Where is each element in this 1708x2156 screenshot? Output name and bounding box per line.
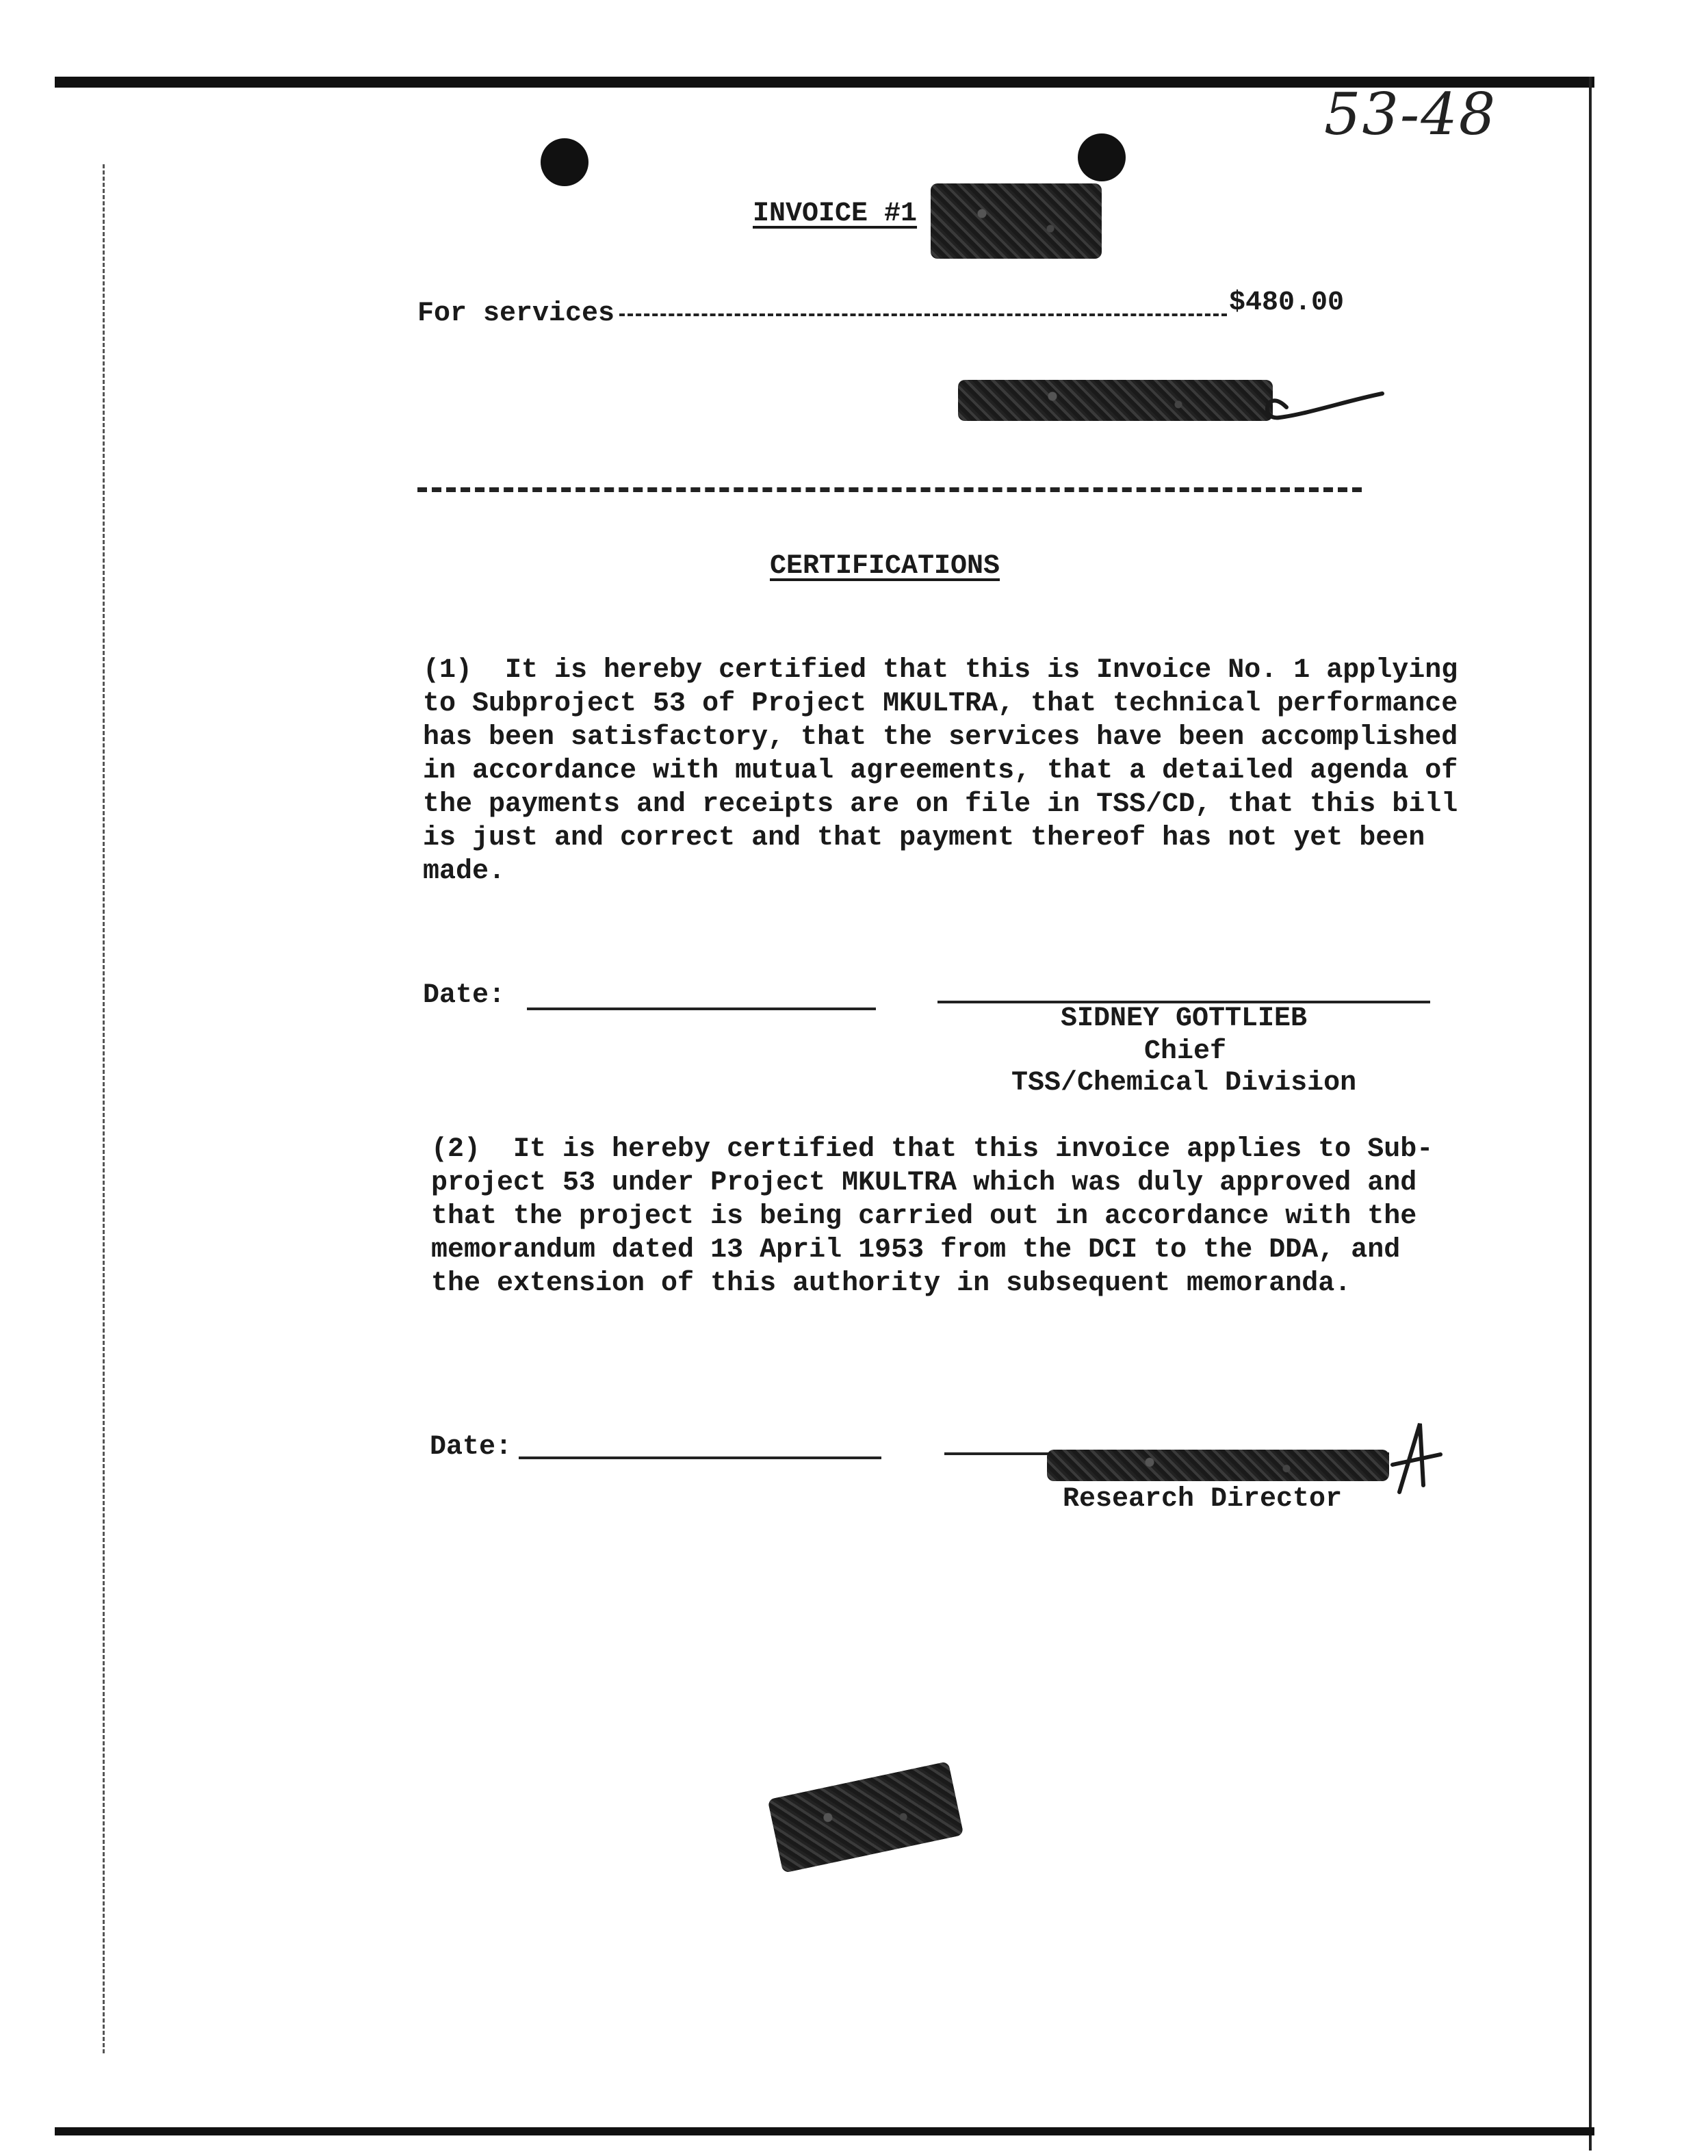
- redaction-bottom: [768, 1761, 964, 1873]
- paragraph-1-line: the payments and receipts are on file in TSS/CD, that this bill: [423, 789, 1458, 820]
- redaction-title: [931, 183, 1102, 259]
- redaction-signature-2: [1047, 1450, 1389, 1481]
- paragraph-1-line: has been satisfactory, that the services have been accomplished: [423, 722, 1458, 753]
- invoice-title: INVOICE #1: [753, 198, 918, 229]
- paragraph-2-line: the extension of this authority in subsequent memoranda.: [431, 1268, 1351, 1299]
- date-label-2: Date:: [430, 1432, 513, 1463]
- date-line-1: [527, 1008, 876, 1010]
- paragraph-1-line: to Subproject 53 of Project MKULTRA, that technical performance: [423, 689, 1458, 719]
- paragraph-2-line: that the project is being carried out in accordance with the: [431, 1201, 1417, 1232]
- services-amount: $480.00: [1229, 287, 1345, 318]
- paragraph-1-line: made.: [423, 856, 506, 887]
- scan-right-edge: [1589, 77, 1592, 2151]
- signer-title: Chief: [1144, 1036, 1227, 1067]
- paragraph-1-line: in accordance with mutual agreements, that a detailed agenda of: [423, 756, 1458, 786]
- redaction-signature-1: [958, 380, 1273, 421]
- certification-paragraph-1: [423, 654, 1458, 888]
- punch-hole-right: [1078, 133, 1126, 181]
- date-label-1: Date:: [423, 980, 506, 1011]
- scan-margin-dashes: [103, 164, 105, 2053]
- certifications-heading: CERTIFICATIONS: [770, 551, 1000, 582]
- services-leader-line: [619, 313, 1227, 316]
- date-line-2: [519, 1456, 881, 1459]
- paragraph-1-line: is just and correct and that payment thereof has not yet been: [423, 823, 1425, 854]
- research-director-title: Research Director: [1063, 1484, 1343, 1515]
- paragraph-1-line: (1) It is hereby certified that this is Invoice No. 1 applying: [423, 655, 1458, 686]
- signer-division: TSS/Chemical Division: [1011, 1068, 1357, 1099]
- paragraph-2-line: project 53 under Project MKULTRA which was duly approved and: [431, 1168, 1417, 1198]
- paragraph-2-line: memorandum dated 13 April 1953 from the DCI to the DDA, and: [431, 1235, 1401, 1266]
- handwritten-document-number: 53-48: [1324, 81, 1497, 148]
- scan-bottom-edge: [55, 2127, 1594, 2135]
- certification-paragraph-2: [431, 1133, 1433, 1300]
- section-separator: [417, 487, 1362, 492]
- paragraph-2-line: (2) It is hereby certified that this invoice applies to Sub-: [431, 1134, 1434, 1165]
- punch-hole-left: [541, 138, 588, 186]
- signer-name: SIDNEY GOTTLIEB: [1061, 1003, 1308, 1034]
- handwritten-initial-mark: [1386, 1417, 1447, 1499]
- services-label: For services: [417, 298, 615, 329]
- signature-flourish: [1259, 380, 1389, 428]
